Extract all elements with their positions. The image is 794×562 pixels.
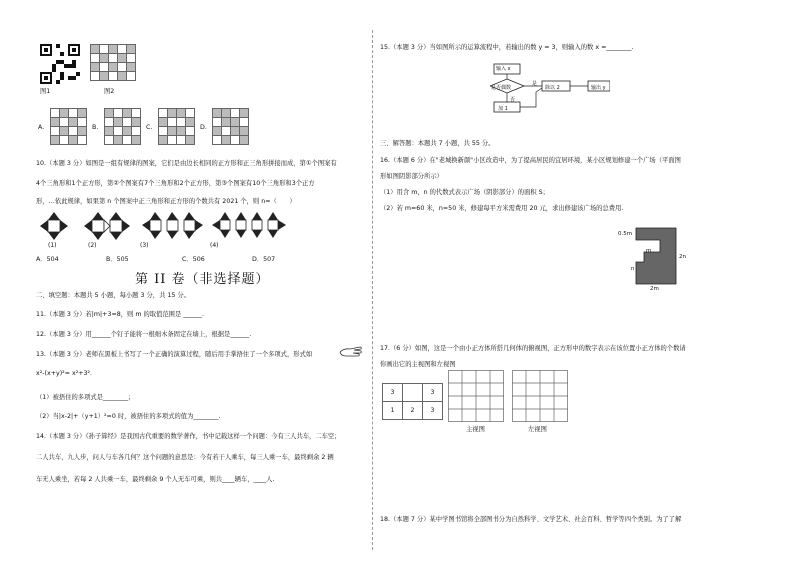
q14-line3: 车无人乘坐，若每 2 人共乘一车，最终剩余 9 个人无车可乘，则共____辆车，____人. (36, 476, 275, 483)
hand-icon (338, 344, 364, 358)
section-title: 第 II 卷（非选择题） (135, 272, 270, 287)
q13-line1: 13.（本题 3 分）老师在黑板上书写了一个正确的演算过程，随后用手掌捂住了一个多项式，形式如 (36, 351, 313, 358)
flow-input-label: 输入 x (496, 66, 511, 72)
top-view-cell: 3 (423, 384, 443, 402)
q16-sub1: （1）用含 m，n 的代数式表示广场（阴影部分）的面积 S； (380, 189, 549, 196)
option-a-label: A. (38, 124, 45, 131)
flow-div2-label: 除以 2 (545, 85, 560, 91)
q14-line2: 二人共车，九人步，问人与车各几何？这个问题的意思是：今有若干人乘车，每三人乘一车，最终剩余 2 辆 (36, 454, 334, 461)
flow-yes-label: 是 (532, 81, 538, 87)
flow-add1-label: 加 1 (498, 106, 508, 112)
q10-line1: 10.（本题 3 分）如图是一组有规律的图案，它们是由边长相同的正方形和正三角形拼接而成，第①个图案有 (36, 160, 337, 167)
shape-label-2m: 2m (650, 286, 659, 292)
q10-option-c: C．506 (182, 256, 205, 263)
q16-line2: 形如图阴影部分所示） (380, 173, 443, 180)
fig2-grid (90, 44, 136, 81)
top-view-cell (403, 384, 423, 402)
shape-label-half-m: 0.5m (618, 231, 633, 237)
flow-no-label: 否 (510, 97, 516, 103)
section2-header: 二、填空题：本题共 5 小题，每小题 3 分，共 15 分。 (36, 292, 190, 299)
option-c-label: C. (146, 124, 153, 131)
q16-sub2: （2）若 m=60 米，n=50 米，修建每平方米需费用 20 元，求出修建该广场的总费用. (380, 205, 624, 212)
main-view-grid (448, 370, 504, 422)
q17-line1: 17.（6 分）如图，这是一个由小正方体所搭几何体的俯视图，正方形中的数字表示在该位置小正方体的个数请 (380, 345, 686, 352)
pattern-label-4: (4) (210, 242, 219, 249)
pattern-label-2: (2) (88, 242, 97, 249)
pattern-label-1: (1) (48, 242, 57, 249)
option-b-grid (104, 108, 141, 145)
q13-sub1: （1）被捂住的多项式是________； (36, 394, 135, 401)
q10-line2: 4个三角形和1个正方形，第②个图案有7个三角形和2个正方形，第③个图案有10个三角形和3个正方 (36, 180, 315, 187)
option-b-label: B. (92, 124, 99, 131)
q18-text: 18.（本题 7 分）某中学图书馆将全部图书分为自然科学、文学艺术、社会百科、哲学等四个类别。为了了解 (380, 516, 682, 523)
pattern-label-3: (3) (140, 242, 149, 249)
left-view-grid (512, 370, 568, 422)
shape-label-n: n (631, 266, 635, 272)
fig2-label: 图2 (104, 88, 115, 95)
shape-label-2n: 2n (679, 254, 686, 260)
top-view-cell: 3 (423, 402, 443, 420)
left-column (30, 0, 368, 562)
q12-text: 12.（本题 3 分）用______个钉子能将一根细木条固定在墙上，根据是______. (36, 331, 252, 338)
top-view-cell: 1 (383, 402, 403, 420)
option-d-label: D. (200, 124, 207, 131)
top-view-grid (382, 383, 443, 420)
q10-option-a: A．504 (36, 256, 59, 263)
q17-line2: 你画出它的主视图和左视图 (380, 361, 456, 368)
section3-header: 三、解答题：本题共 7 小题，共 55 分。 (380, 140, 495, 147)
option-d-grid (212, 108, 249, 145)
q14-line1: 14.（本题 3 分）《孙子算经》是我国古代重要的数学著作，书中记载这样一个问题：今有三人共车，二车空； (36, 433, 341, 440)
main-view-label: 主视图 (466, 426, 485, 433)
fig1-label: 图1 (40, 88, 51, 95)
q13-line2: x²-(x+y)²= x²+3². (36, 370, 93, 377)
q16-line1: 16.（本题 6 分）在"老城换新颜"小区改造中，为了提高居民的宜居环境，某小区规划修建一个广场（平面图 (380, 157, 681, 164)
flow-output-label: 输出 y (591, 85, 606, 91)
top-view-cell: 3 (383, 384, 403, 402)
left-view-label: 左视图 (528, 426, 547, 433)
top-view-cell: 2 (403, 402, 423, 420)
qr-code-figure (40, 44, 80, 84)
q10-option-b: B．505 (106, 256, 129, 263)
shape-label-m: m (646, 248, 652, 254)
q10-line3: 形，…依此规律，如果第 n 个图案中正三角形和正方形的个数共有 2021 个，则 n=（ ） (36, 198, 296, 205)
triangle-square-pattern-figure (40, 212, 290, 242)
q10-option-d: D．507 (252, 256, 276, 263)
q13-sub2: （2）当|x-2|+（y+1）²=0 时，被捂住的多项式的值为________. (36, 413, 221, 420)
q15-text: 15.（本题 3 分）当如图所示的运算流程中，若输出的数 y = 3，则输入的数 x =________. (380, 44, 634, 51)
option-c-grid (158, 108, 195, 145)
flow-decision-label: 是否偶数 (491, 85, 512, 91)
q11-text: 11.（本题 3 分）若|m|+3=8，则 m 的取值范围是 ______. (36, 311, 205, 318)
column-divider (372, 30, 373, 550)
option-a-grid (50, 108, 87, 145)
